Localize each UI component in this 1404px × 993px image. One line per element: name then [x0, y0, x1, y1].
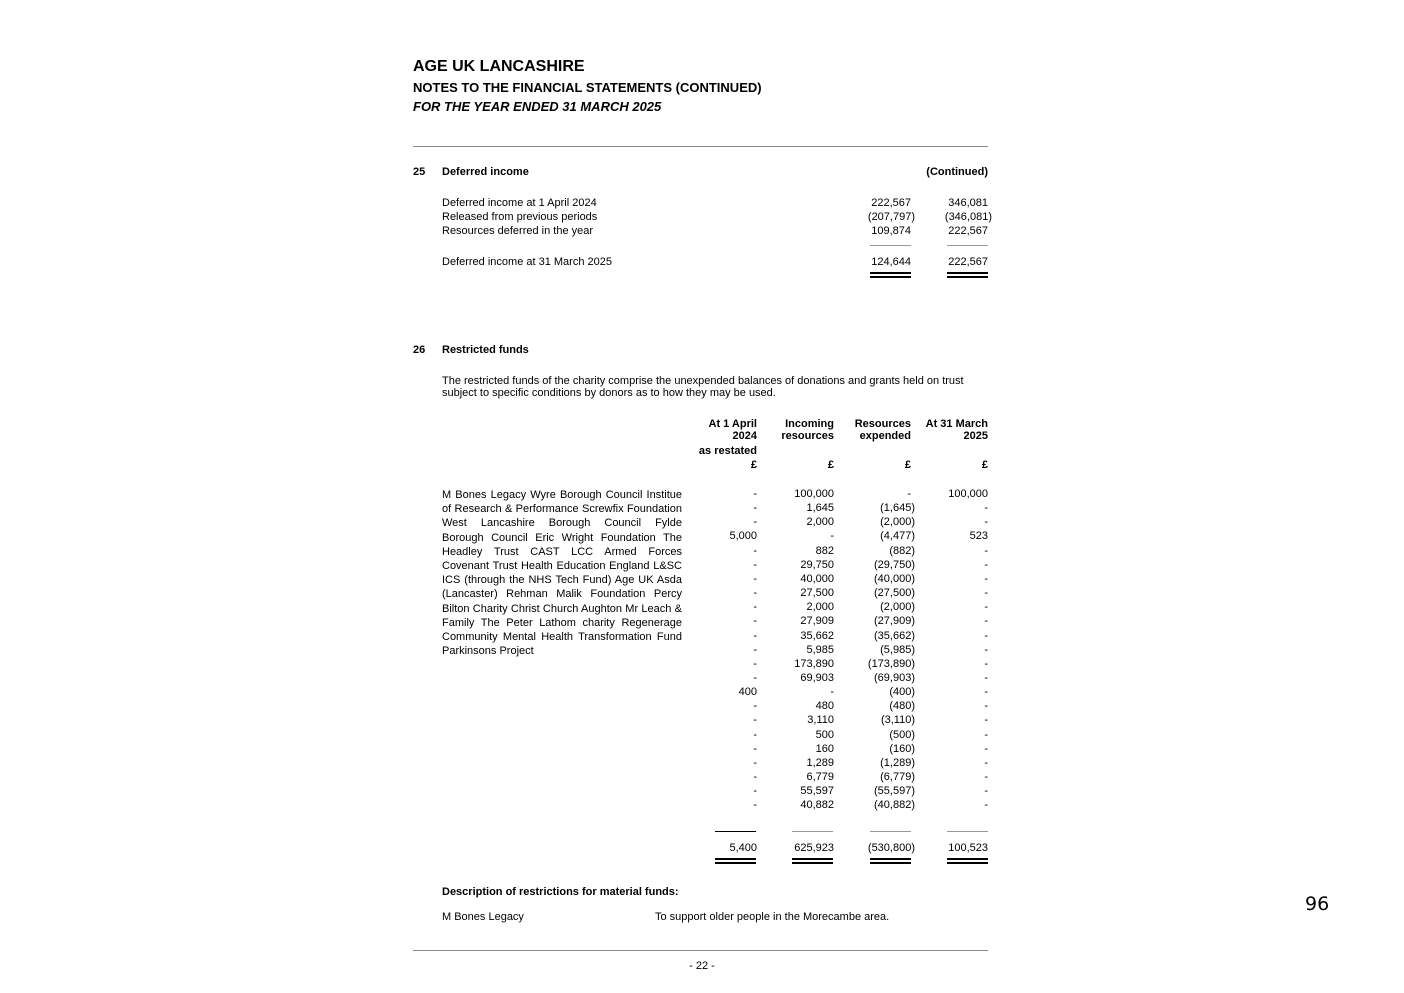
header-divider: [413, 146, 988, 147]
deferred-row-label: Released from previous periods: [442, 211, 598, 223]
fund-cell-value: -: [984, 587, 988, 600]
fund-cell-value: -: [753, 657, 757, 670]
fund-cell-value: (35,662): [874, 629, 915, 642]
fund-cell-value: -: [753, 728, 757, 741]
fund-cell-value: 69,903: [800, 671, 834, 684]
fund-cell-value: -: [984, 742, 988, 755]
fund-cell-value: -: [984, 516, 988, 529]
fund-cell-value: 35,662: [800, 629, 834, 642]
total-double-rule: [947, 272, 988, 278]
fund-cell-value: 40,000: [800, 572, 834, 585]
total-double-rule: [870, 858, 911, 864]
fund-cell-value: (27,909): [874, 615, 915, 628]
fund-cell-value: -: [984, 629, 988, 642]
deferred-row-value: (346,081): [944, 211, 992, 223]
fund-cell-value: -: [753, 799, 757, 812]
fund-cell-value: -: [753, 558, 757, 571]
column-header-line: Resources: [854, 418, 911, 430]
fund-cell-value: -: [753, 629, 757, 642]
deferred-row-label: Resources deferred in the year: [442, 225, 594, 237]
column-header-line: 2025: [963, 430, 988, 442]
fund-cell-value: -: [753, 756, 757, 769]
fund-cell-value: -: [830, 530, 834, 543]
fund-cell-value: -: [984, 502, 988, 515]
fund-cell-value: (400): [889, 686, 915, 699]
subtotal-rule: [870, 245, 911, 246]
fund-cell-value: -: [830, 686, 834, 699]
fund-cell-value: (480): [889, 700, 915, 713]
restriction-fund-name: M Bones Legacy: [442, 911, 524, 923]
subtotal-rule: [947, 245, 988, 246]
fund-cell-value: 160: [815, 742, 834, 755]
fund-cell-value: -: [984, 601, 988, 614]
page-badge-number: 96: [1305, 893, 1330, 915]
deferred-total-value: 222,567: [948, 256, 988, 268]
total-double-rule: [870, 272, 911, 278]
fund-cell-value: -: [753, 601, 757, 614]
fund-cell-value: -: [753, 544, 757, 557]
fund-cell-value: -: [753, 488, 757, 500]
deferred-row-value: 222,567: [871, 197, 911, 209]
fund-cell-value: 1,289: [806, 756, 834, 769]
fund-total-value: (530,800): [867, 842, 915, 854]
fund-names-text: M Bones Legacy Wyre Borough Council Institue of Research & Performance Screwfix Foundation West Lancashire Borough Council Fylde Borough Council Eric Wright Foundation The Headley Trust CAST LCC Armed Forces Covenant Trust Health Education England L&SC ICS (through the NHS Tech Fund) Age UK Asda (Lancaster) Rehman Malik Foundation Percy Bilton Charity Christ Church Aughton Mr Leach & Family The Peter Lathom charity Regenerage Community Mental Health Transformation Fund Parkinsons Project: [442, 489, 682, 658]
column-header-unit: £: [904, 459, 911, 471]
fund-cell-value: (1,289): [880, 756, 915, 769]
fund-cell-value: 882: [815, 544, 834, 557]
column-header-line: Incoming: [785, 418, 834, 430]
fund-cell-value: (2,000): [880, 601, 915, 614]
subtotal-rule: [792, 831, 833, 832]
fund-names: [442, 488, 682, 658]
fund-cell-value: -: [984, 686, 988, 699]
column-header-unit: £: [981, 459, 988, 471]
fund-cell-value: 100,000: [948, 488, 988, 500]
fund-cell-value: 5,985: [806, 643, 834, 656]
fund-cell-value: 480: [815, 700, 834, 713]
deferred-total-label: Deferred income at 31 March 2025: [442, 256, 612, 268]
fund-cell-value: -: [907, 488, 911, 500]
fund-cell-value: -: [753, 502, 757, 515]
fund-cell-value: -: [984, 728, 988, 741]
fund-cell-value: (160): [889, 742, 915, 755]
fund-cell-value: (882): [889, 544, 915, 557]
fund-cell-value: -: [984, 756, 988, 769]
note-26-title: Restricted funds: [442, 344, 529, 356]
restriction-purpose: To support older people in the Morecambe area.: [655, 911, 890, 923]
fund-cell-value: (500): [889, 728, 915, 741]
fund-cell-value: (55,597): [874, 785, 915, 798]
fund-total-value: 100,523: [948, 842, 988, 854]
fund-cell-value: (3,110): [880, 714, 915, 727]
fund-cell-value: -: [753, 700, 757, 713]
fund-cell-value: (5,985): [880, 643, 915, 656]
fund-cell-value: -: [984, 785, 988, 798]
restrictions-heading: Description of restrictions for material funds:: [442, 886, 679, 898]
fund-cell-value: -: [753, 771, 757, 783]
fund-cell-value: -: [984, 615, 988, 628]
fund-cell-value: -: [753, 643, 757, 656]
fund-cell-value: (4,477): [880, 530, 915, 543]
column-header-line: expended: [859, 430, 911, 442]
fund-cell-value: 2,000: [806, 601, 834, 614]
column-header-opening: [699, 418, 757, 471]
fund-cell-value: 100,000: [794, 488, 834, 500]
fund-cell-value: 523: [969, 530, 988, 543]
fund-cell-value: (29,750): [874, 558, 915, 571]
fund-cell-value: (6,779): [880, 771, 915, 783]
fund-cell-value: -: [984, 700, 988, 713]
fund-cell-value: (40,882): [874, 799, 915, 812]
fund-cell-value: -: [984, 799, 988, 812]
note-25-title: Deferred income: [442, 166, 529, 178]
fund-cell-value: (2,000): [880, 516, 915, 529]
subtotal-rule: [947, 831, 988, 832]
fund-cell-value: 3,110: [807, 714, 834, 727]
deferred-row-value: 222,567: [948, 225, 988, 237]
total-double-rule: [947, 858, 988, 864]
note-26-number: 26: [413, 344, 426, 356]
fund-cell-value: -: [753, 671, 757, 684]
column-header-line: resources: [781, 430, 834, 442]
fund-cell-value: 5,000: [729, 530, 757, 543]
fund-cell-value: (27,500): [874, 587, 915, 600]
reporting-period: FOR THE YEAR ENDED 31 MARCH 2025: [413, 99, 662, 114]
column-header-unit: £: [750, 459, 757, 471]
footer-divider: [413, 950, 988, 951]
restricted-funds-intro: The restricted funds of the charity comprise the unexpended balances of donations and grants held on trust subject to specific conditions by donors as to how they may be used.: [442, 375, 964, 399]
fund-cell-value: -: [984, 643, 988, 656]
fund-cell-value: -: [984, 572, 988, 585]
fund-cell-value: 55,597: [800, 785, 834, 798]
column-header-line: At 31 March: [925, 418, 988, 430]
column-header-line: 2024: [732, 430, 757, 442]
note-25-number: 25: [413, 166, 426, 178]
fund-cell-value: (40,000): [874, 572, 915, 585]
organisation-name: AGE UK LANCASHIRE: [413, 58, 585, 75]
subtotal-rule: [870, 831, 911, 832]
fund-cell-value: 29,750: [800, 558, 834, 571]
deferred-row-label: Deferred income at 1 April 2024: [442, 197, 597, 209]
fund-cell-value: -: [753, 587, 757, 600]
fund-cell-value: -: [753, 516, 757, 529]
continued-label: (Continued): [926, 166, 988, 178]
fund-cell-value: 173,890: [794, 657, 834, 670]
fund-total-value: 625,923: [794, 842, 834, 854]
fund-cell-value: 1,645: [806, 502, 834, 515]
fund-total-value: 5,400: [729, 842, 757, 854]
deferred-row-value: 109,874: [871, 225, 911, 237]
fund-cell-value: -: [753, 615, 757, 628]
total-double-rule: [715, 858, 756, 864]
fund-cell-value: -: [984, 544, 988, 557]
fund-cell-value: 400: [738, 686, 757, 699]
fund-cell-value: (69,903): [874, 671, 915, 684]
fund-cell-value: -: [753, 572, 757, 585]
fund-cell-value: -: [984, 657, 988, 670]
fund-cell-value: -: [753, 742, 757, 755]
deferred-row-value: 346,081: [948, 197, 988, 209]
fund-cell-value: 27,500: [800, 587, 834, 600]
subtotal-rule: [715, 831, 756, 832]
column-header-unit: £: [827, 459, 834, 471]
document-subtitle: NOTES TO THE FINANCIAL STATEMENTS (CONTINUED): [413, 80, 762, 95]
page-footer-number: - 22 -: [689, 960, 715, 972]
fund-cell-value: 40,882: [800, 799, 834, 812]
fund-cell-value: -: [753, 714, 757, 727]
fund-cell-value: -: [984, 714, 988, 727]
fund-cell-value: 2,000: [806, 516, 834, 529]
fund-cell-value: -: [753, 785, 757, 798]
fund-cell-value: 27,909: [800, 615, 834, 628]
total-double-rule: [792, 858, 833, 864]
fund-cell-value: (173,890): [867, 657, 915, 670]
deferred-row-value: (207,797): [867, 211, 915, 223]
column-header-closing: [926, 418, 988, 471]
fund-cell-value: 500: [815, 728, 834, 741]
deferred-total-value: 124,644: [871, 256, 911, 268]
fund-cell-value: 6,779: [806, 771, 834, 783]
fund-cell-value: -: [984, 771, 988, 783]
column-header-expended: [855, 418, 911, 471]
fund-cell-value: -: [984, 671, 988, 684]
column-header-line: At 1 April: [708, 418, 757, 430]
column-header-incoming: [781, 418, 834, 471]
fund-cell-value: (1,645): [880, 502, 915, 515]
fund-cell-value: -: [984, 558, 988, 571]
column-header-line: as restated: [698, 445, 757, 457]
